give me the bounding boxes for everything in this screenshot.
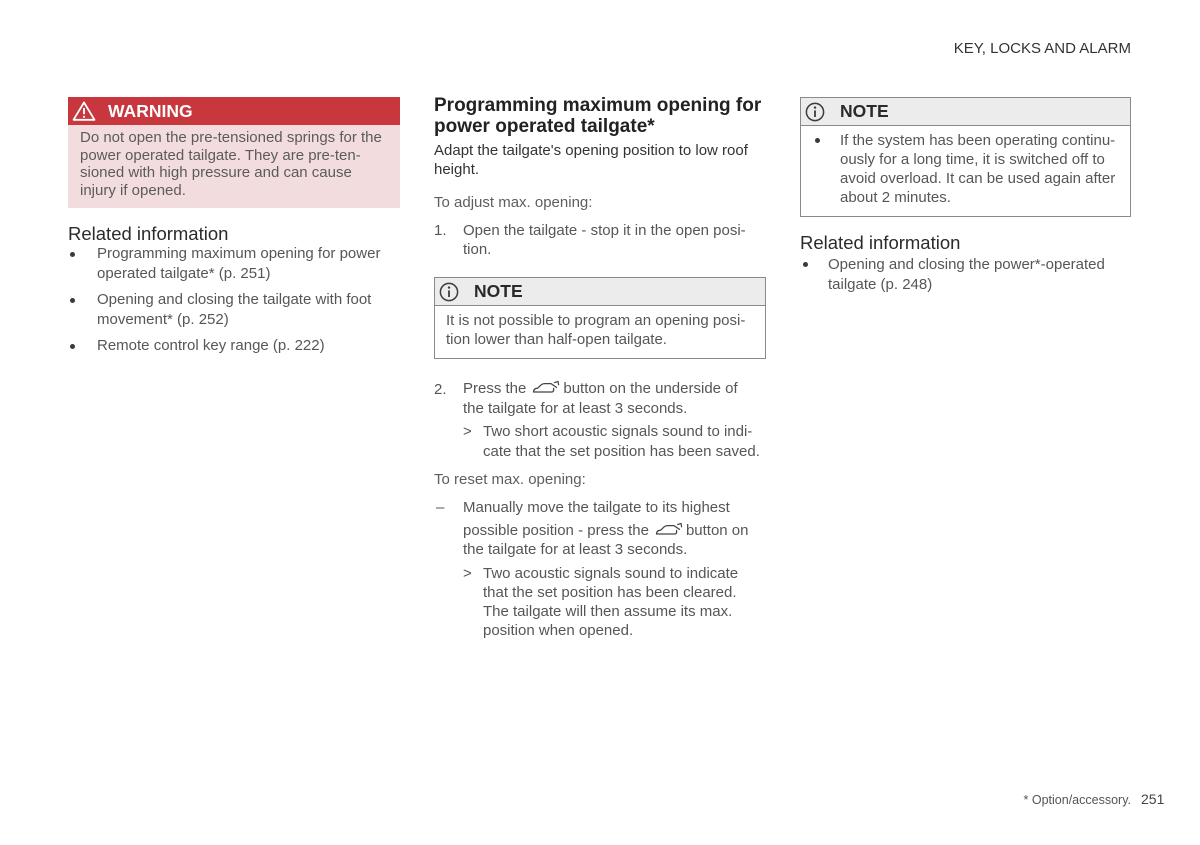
info-dot (814, 106, 816, 108)
result-text-line: that the set position has been cleared. (483, 583, 737, 601)
dash-marker: – (436, 498, 445, 516)
procedure-intro (434, 141, 748, 179)
related-information-item (68, 244, 400, 284)
tailgate-button-icon (532, 380, 560, 395)
warning-text-line: sioned with high pressure and can cause (80, 164, 352, 182)
info-dot (448, 286, 450, 288)
note-bullet-item (801, 126, 1130, 207)
tailgate-arrow (555, 381, 559, 384)
warning-text-line: power operated tailgate. They are pre-ten- (80, 146, 361, 164)
result-marker: > (463, 422, 472, 440)
related-information-heading: Related information (800, 232, 961, 253)
bullet-dot (70, 344, 75, 349)
warning-text-line: Do not open the pre-tensioned springs for the (80, 129, 382, 147)
page-number: 251 (1141, 791, 1165, 807)
step-text-fragment: Press the (463, 379, 527, 397)
note-text-line: about 2 minutes. (840, 188, 951, 206)
result-text-line: The tailgate will then assume its max. (483, 603, 733, 621)
related-information-item (800, 255, 1131, 294)
related-item-line: movement* (p. 252) (97, 311, 229, 328)
note-box (434, 277, 766, 359)
step-number: 2. (434, 381, 447, 398)
related-information-heading: Related information (68, 223, 229, 244)
warning-triangle-icon (72, 101, 96, 121)
adjust-label: To adjust max. opening: (434, 193, 593, 211)
note-text-line: tion lower than half-open tailgate. (446, 330, 667, 348)
warning-header (68, 97, 400, 125)
related-item-line: Opening and closing the power*-operated (828, 256, 1105, 273)
step-text-line: the tailgate for at least 3 seconds. (463, 399, 688, 417)
note-header (801, 98, 1130, 126)
warning-exclamation-dot (83, 116, 85, 118)
result-text-line: position when opened. (483, 622, 634, 640)
info-circle-icon (439, 282, 459, 302)
note-title: NOTE (474, 281, 523, 301)
tailgate-arrow (678, 523, 682, 526)
step-text-fragment: button on (685, 521, 749, 539)
step-2-result (434, 422, 766, 462)
step-text-line (463, 379, 766, 399)
related-item-line: tailgate (p. 248) (828, 275, 933, 293)
tailgate-button-icon (655, 522, 683, 537)
step-number: 1. (434, 221, 447, 239)
procedure-heading-line: Programming maximum opening for (434, 94, 762, 116)
reset-result (434, 564, 766, 641)
step-text-line: tion. (463, 240, 492, 258)
step-text-line: Open the tailgate - stop it in the open posi- (463, 221, 746, 239)
bullet-dot (815, 138, 820, 143)
related-information-list (68, 244, 400, 362)
note-title: NOTE (840, 101, 889, 121)
warning-box (68, 97, 400, 208)
procedure-heading-line: power operated tailgate* (434, 115, 655, 137)
warning-text (68, 125, 400, 208)
step-text-line: Manually move the tailgate to its highest (463, 498, 730, 516)
procedure-heading (434, 95, 761, 137)
reset-label: To reset max. opening: (434, 470, 586, 488)
note-text-line: If the system has been operating continu- (840, 131, 1116, 149)
related-item-line: Opening and closing the tailgate with foot (97, 291, 372, 308)
step-text-fragment: possible position - press the (463, 521, 649, 539)
result-text-line: Two acoustic signals sound to indicate (483, 564, 739, 582)
note-header (435, 278, 765, 306)
note-box (800, 97, 1131, 217)
note-text-line: It is not possible to program an opening posi- (446, 311, 746, 329)
step-text-line (463, 517, 766, 540)
note-text (435, 306, 765, 349)
footnote: * Option/accessory. (1023, 792, 1131, 807)
step-2 (434, 379, 766, 419)
related-information-item (68, 290, 400, 330)
related-information-list (800, 255, 1131, 294)
bullet-dot (70, 252, 75, 257)
related-information-item (68, 336, 400, 356)
result-marker: > (463, 564, 472, 582)
note-text-line: avoid overload. It can be used again after (840, 169, 1116, 187)
warning-text-line: injury if opened. (80, 181, 186, 199)
section-title: KEY, LOCKS AND ALARM (953, 40, 1131, 57)
result-text-line: Two short acoustic signals sound to indi- (483, 422, 753, 440)
procedure-intro-line: height. (434, 160, 480, 178)
tailgate-car-outline (656, 525, 679, 533)
related-item-line: Remote control key range (p. 222) (97, 337, 325, 354)
related-item-line: Programming maximum opening for power (97, 245, 381, 262)
note-text-line: ously for a long time, it is switched off to (840, 150, 1105, 168)
procedure-intro-line: Adapt the tailgate's opening position to low roof (434, 141, 748, 159)
warning-title: WARNING (108, 101, 193, 121)
related-item-line: operated tailgate* (p. 251) (97, 265, 271, 282)
result-text-line: cate that the set position has been saved. (483, 442, 760, 460)
bullet-dot (70, 298, 75, 303)
info-circle-icon (805, 102, 825, 122)
reset-step (434, 498, 766, 559)
bullet-dot (803, 262, 808, 267)
step-text-line: the tailgate for at least 3 seconds. (463, 540, 688, 558)
step-text-fragment: button on the underside of (563, 379, 738, 397)
step-1 (434, 221, 766, 259)
tailgate-car-outline (534, 383, 557, 391)
